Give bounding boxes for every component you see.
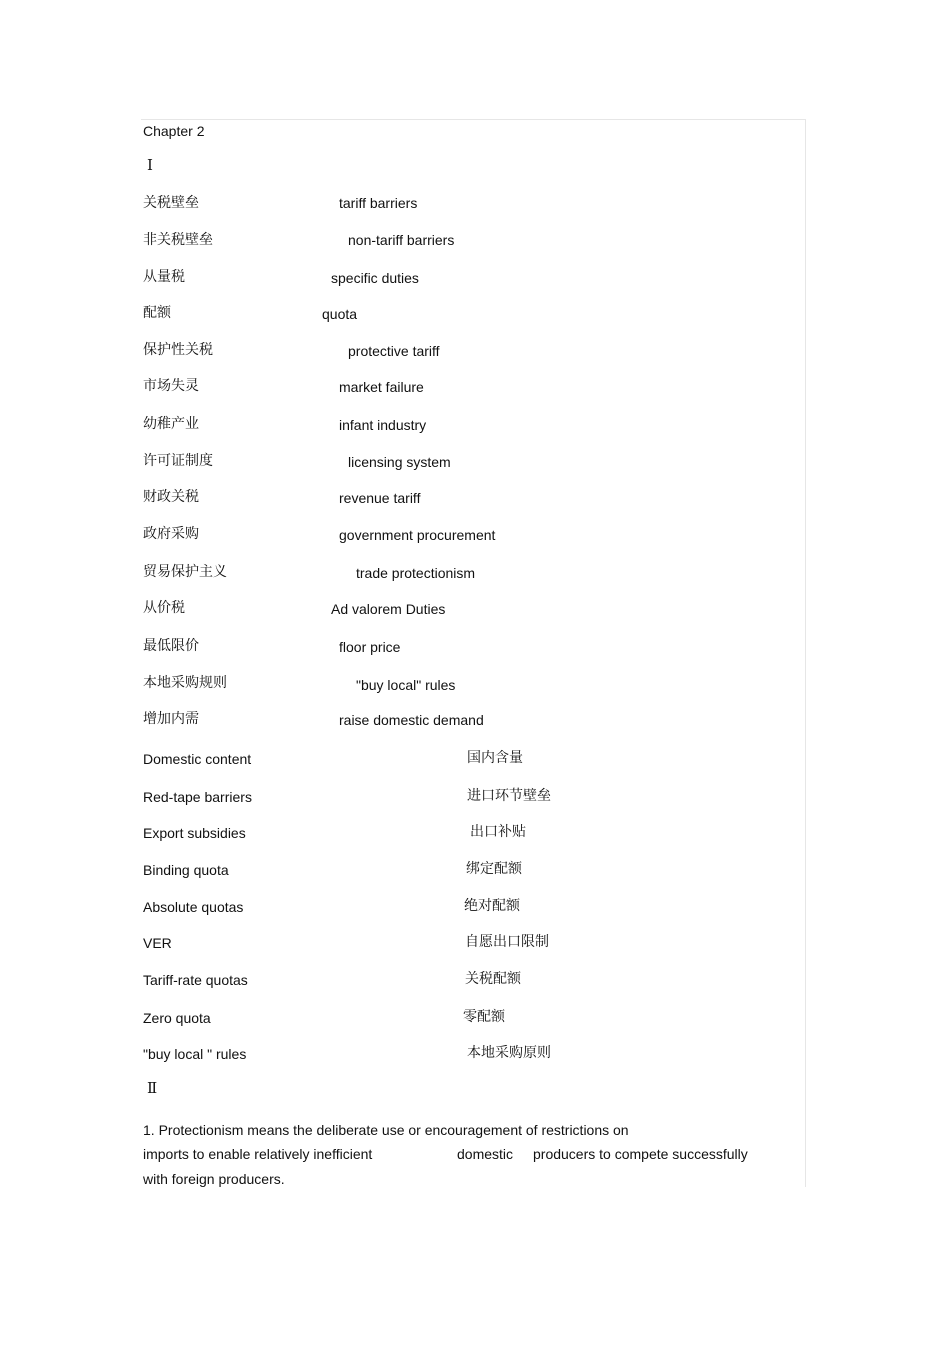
term-en: government procurement (339, 527, 496, 543)
paragraph-line: imports to enable relatively inefficient (143, 1146, 373, 1162)
term-zh: 增加内需 (143, 711, 199, 727)
term-en: infant industry (339, 417, 427, 433)
paragraph-line: domestic (457, 1146, 514, 1162)
section-heading-one: Ⅰ (147, 156, 153, 174)
page-frame (141, 119, 806, 1187)
term-en: Zero quota (143, 1010, 211, 1026)
term-zh: 零配额 (463, 1009, 505, 1025)
term-en: non-tariff barriers (348, 232, 455, 248)
term-en: licensing system (348, 454, 451, 470)
term-zh: 关税壁垒 (143, 195, 199, 211)
term-en: specific duties (331, 270, 419, 286)
term-zh: 幼稚产业 (143, 416, 199, 432)
term-zh: 最低限价 (143, 638, 199, 654)
term-en: Export subsidies (143, 825, 246, 841)
term-zh: 关税配额 (465, 971, 521, 987)
term-en: VER (143, 935, 172, 951)
term-en: "buy local" rules (356, 677, 456, 693)
term-zh: 进口环节壁垒 (467, 788, 551, 804)
paragraph-line: producers to compete successfully (533, 1146, 748, 1162)
term-en: Domestic content (143, 751, 252, 767)
term-zh: 自愿出口限制 (465, 934, 549, 950)
term-en: Red-tape barriers (143, 789, 252, 805)
term-zh: 市场失灵 (143, 378, 199, 394)
term-en: floor price (339, 639, 401, 655)
term-en: raise domestic demand (339, 712, 484, 728)
term-zh: 本地采购规则 (143, 675, 227, 691)
term-zh: 本地采购原则 (467, 1045, 551, 1061)
term-en: protective tariff (348, 343, 440, 359)
term-zh: 出口补贴 (470, 824, 526, 840)
term-en: market failure (339, 379, 424, 395)
term-en: Tariff-rate quotas (143, 972, 248, 988)
term-en: Absolute quotas (143, 899, 244, 915)
term-en: tariff barriers (339, 195, 418, 211)
term-zh: 保护性关税 (143, 342, 213, 358)
term-zh: 贸易保护主义 (143, 564, 227, 580)
section-heading-two: Ⅱ (147, 1079, 158, 1097)
term-zh: 配额 (143, 305, 171, 321)
term-en: trade protectionism (356, 565, 476, 581)
term-zh: 许可证制度 (143, 453, 213, 469)
term-zh: 从价税 (143, 600, 185, 616)
term-en: "buy local " rules (143, 1046, 247, 1062)
term-en: Ad valorem Duties (331, 601, 446, 617)
term-zh: 财政关税 (143, 489, 199, 505)
term-zh: 非关税壁垒 (143, 232, 213, 248)
paragraph-line: with foreign producers. (143, 1171, 285, 1187)
term-zh: 国内含量 (467, 750, 523, 766)
term-zh: 从量税 (143, 269, 185, 285)
chapter-title: Chapter 2 (143, 123, 205, 139)
paragraph-line: 1. Protectionism means the deliberate use or encouragement of restrictions on (143, 1122, 629, 1138)
term-en: revenue tariff (339, 490, 421, 506)
term-zh: 绑定配额 (466, 861, 522, 877)
term-zh: 绝对配额 (464, 898, 520, 914)
term-en: Binding quota (143, 862, 229, 878)
term-zh: 政府采购 (143, 526, 199, 542)
term-en: quota (322, 306, 358, 322)
